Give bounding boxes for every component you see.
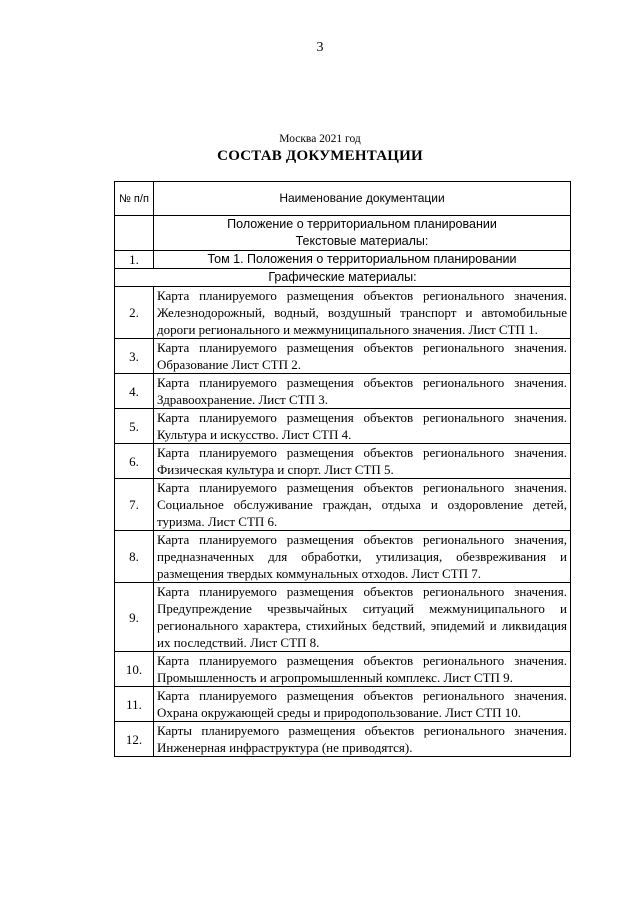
table-row — [115, 479, 571, 531]
row-number: 10. — [115, 652, 154, 687]
table-row — [115, 444, 571, 479]
row-number: 6. — [115, 444, 154, 479]
document-title: СОСТАВ ДОКУМЕНТАЦИИ — [217, 148, 423, 164]
row-text: Карта планируемого размещения объектов регионального значения. Промышленность и агропромышленный комплекс. Лист СТП 9. — [154, 652, 571, 687]
row-text: Карта планируемого размещения объектов регионального значения. Социальное обслуживание граждан, отдыха и оздоровление детей, туризма. Лист СТП 6. — [154, 479, 571, 531]
header-number: № п/п — [115, 182, 154, 216]
section-title-cell — [154, 216, 571, 251]
table-row — [115, 583, 571, 652]
table-body — [115, 182, 571, 757]
row-number: 2. — [115, 287, 154, 339]
row-number: 5. — [115, 409, 154, 444]
row-number: 7. — [115, 479, 154, 531]
row-text: Карта планируемого размещения объектов регионального значения. Образование Лист СТП 2. — [154, 339, 571, 374]
table-row — [115, 287, 571, 339]
row-number: 3. — [115, 339, 154, 374]
text-materials-label: Текстовые материалы: — [295, 234, 429, 248]
row-text: Карта планируемого размещения объектов регионального значения. Культура и искусство. Лист СТП 4. — [154, 409, 571, 444]
row-text: Карта планируемого размещения объектов регионального значения. Физическая культура и спорт. Лист СТП 5. — [154, 444, 571, 479]
graphic-materials-row — [115, 269, 571, 287]
table-header-row — [115, 182, 571, 216]
table-row — [115, 409, 571, 444]
row-text: Том 1. Положения о территориальном планировании — [154, 251, 571, 269]
city-year: Москва 2021 год — [279, 133, 361, 145]
section-title: Положение о территориальном планировании — [227, 217, 497, 231]
row-text: Карта планируемого размещения объектов регионального значения. Здравоохранение. Лист СТП 3. — [154, 374, 571, 409]
row-text: Карта планируемого размещения объектов регионального значения. Предупреждение чрезвычайных ситуаций межмуниципального и регионального характера, стихийных бедствий, эпидемий и ликвидация их последствий. Лист СТП 8. — [154, 583, 571, 652]
table-row — [115, 531, 571, 583]
row-number: 12. — [115, 722, 154, 757]
table-row — [115, 374, 571, 409]
row-number: 8. — [115, 531, 154, 583]
table-row — [115, 251, 571, 269]
row-text: Карта планируемого размещения объектов регионального значения. Железнодорожный, водный, воздушный транспорт и автомобильные дороги регионального и межмуниципального значения. Лист СТП 1. — [154, 287, 571, 339]
page-number: 3 — [316, 40, 324, 55]
row-number: 4. — [115, 374, 154, 409]
documentation-table — [114, 181, 571, 757]
row-number: 9. — [115, 583, 154, 652]
row-number: 1. — [115, 251, 154, 269]
row-text: Карта планируемого размещения объектов регионального значения, предназначенных для обработки, утилизация, обезвреживания и размещения твердых коммунальных отходов. Лист СТП 7. — [154, 531, 571, 583]
table-row — [115, 339, 571, 374]
header-name: Наименование документации — [154, 182, 571, 216]
row-number: 11. — [115, 687, 154, 722]
section-title-row — [115, 216, 571, 251]
table-row — [115, 652, 571, 687]
table-row — [115, 722, 571, 757]
graphic-materials-label: Графические материалы: — [115, 269, 571, 287]
empty-cell — [115, 216, 154, 251]
row-text: Карты планируемого размещения объектов регионального значения. Инженерная инфраструктура (не приводятся). — [154, 722, 571, 757]
row-text: Карта планируемого размещения объектов регионального значения. Охрана окружающей среды и природопользование. Лист СТП 10. — [154, 687, 571, 722]
table-row — [115, 687, 571, 722]
